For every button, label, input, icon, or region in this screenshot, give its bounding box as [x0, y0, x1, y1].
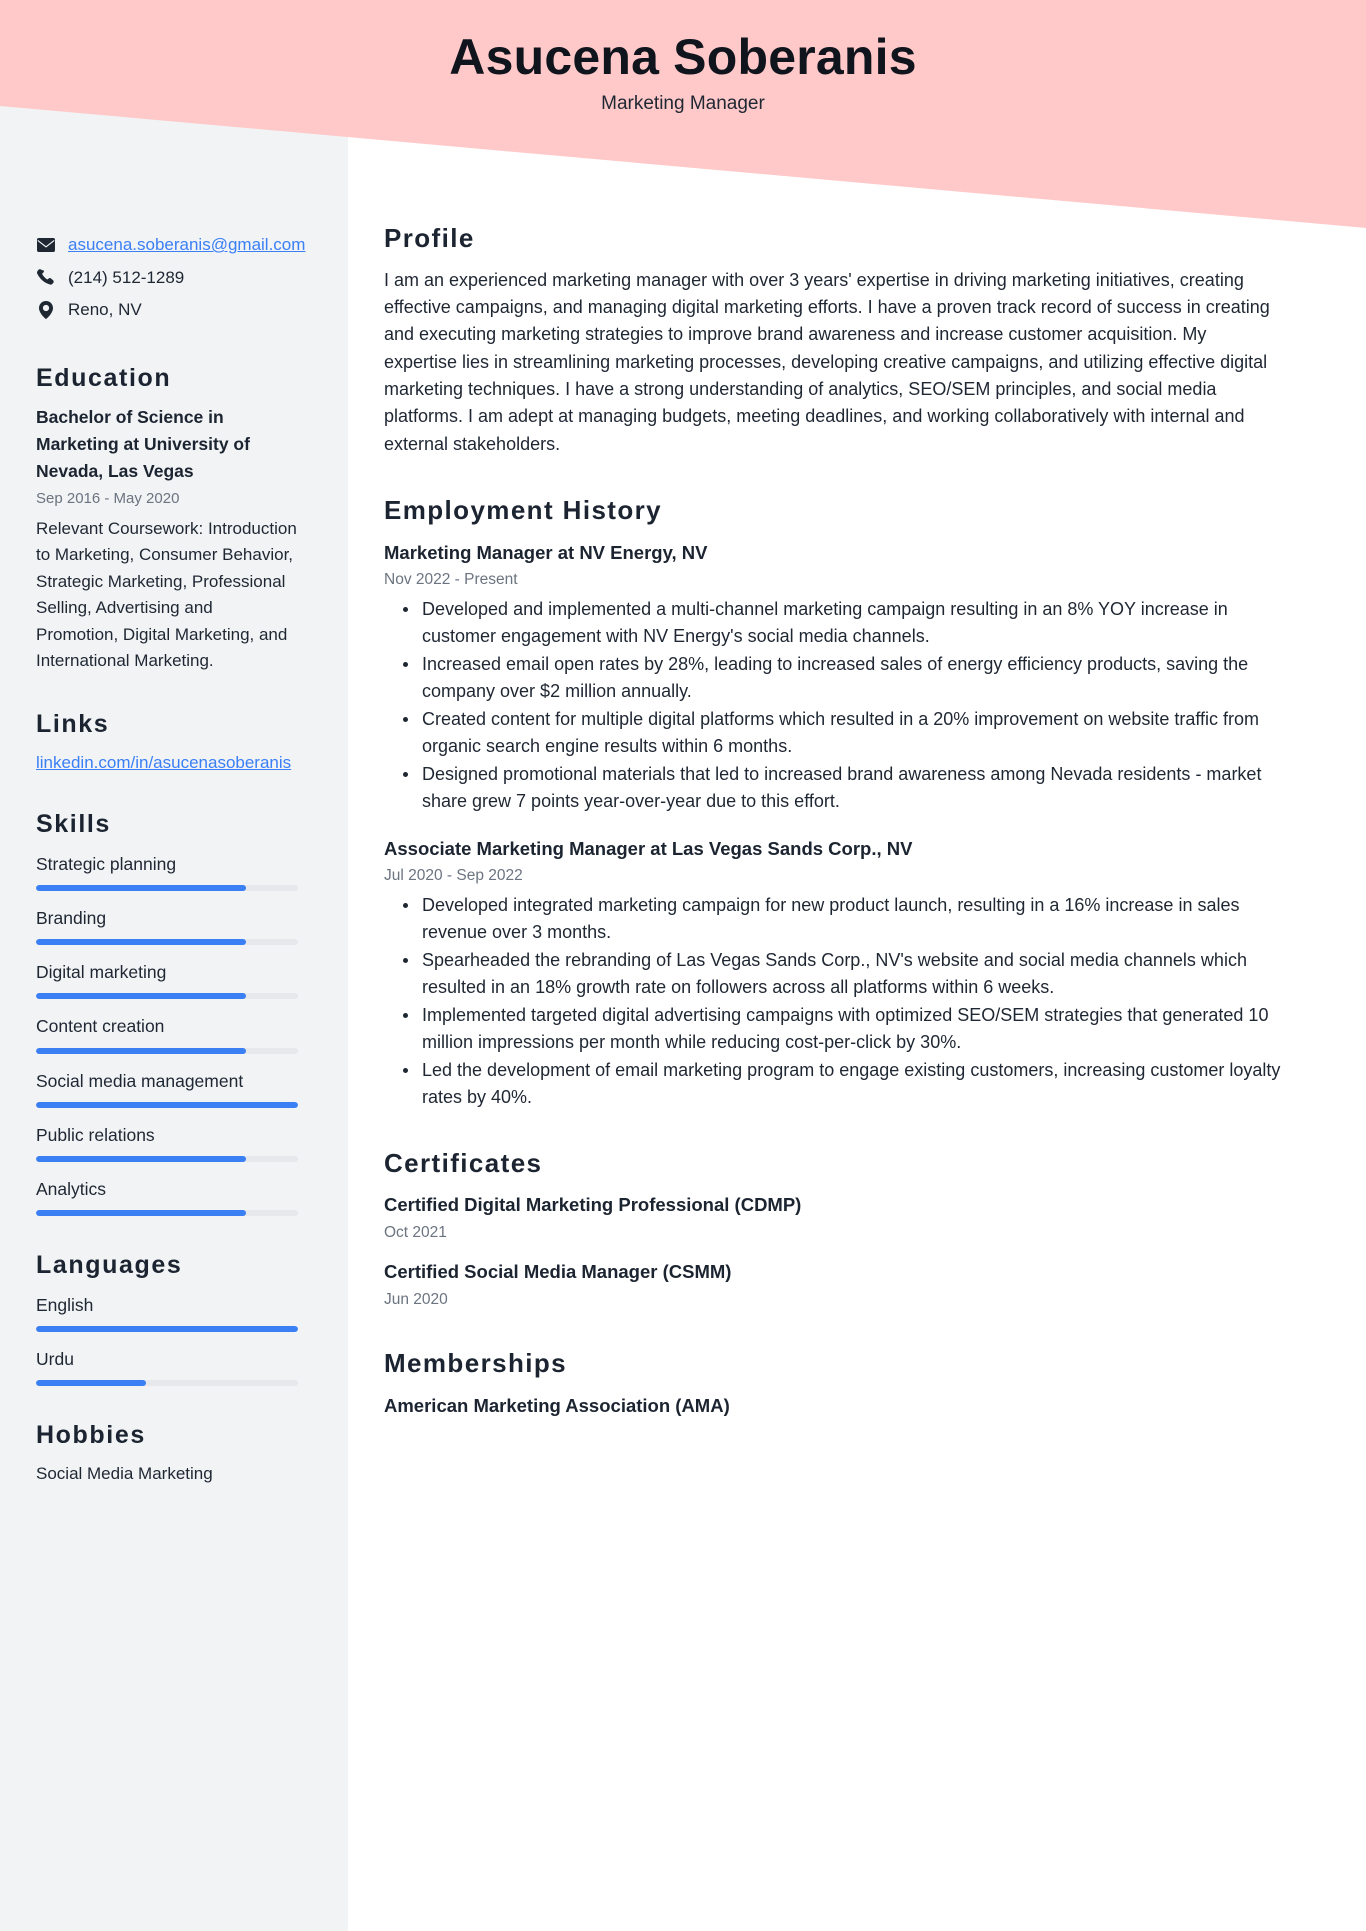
- certificate-name: Certified Social Media Manager (CSMM): [384, 1261, 732, 1283]
- skill-bar-track: [36, 885, 298, 891]
- skill-label: Branding: [36, 907, 107, 928]
- languages-section: [36, 1250, 298, 1386]
- certificates-section: [384, 1147, 1284, 1312]
- education-section: [36, 363, 298, 675]
- language-bar-fill: [36, 1326, 298, 1332]
- hobby-item: Social Media Marketing: [36, 1464, 213, 1484]
- skill-bar-fill: [36, 939, 246, 945]
- membership-name: American Marketing Association (AMA): [384, 1394, 730, 1416]
- language-item: [36, 1346, 298, 1386]
- skill-item: [36, 1068, 298, 1108]
- skill-label: Public relations: [36, 1124, 155, 1145]
- skill-bar-track: [36, 1048, 298, 1054]
- contact-phone-value: (214) 512-1289: [68, 267, 185, 287]
- certificate-item: [384, 1191, 1284, 1244]
- job-bullet: Created content for multiple digital platforms which resulted in a 20% improvement on website traffic from organic search engine results within 6 months.: [420, 706, 1284, 760]
- job-bullet: Developed and implemented a multi-channel marketing campaign resulting in an 8% YOY increase in customer engagement with NV Energy's social media channels.: [420, 596, 1284, 650]
- profile-section: [384, 222, 1284, 458]
- links-section: [36, 709, 298, 776]
- job-dates: Nov 2022 - Present: [384, 571, 518, 589]
- skill-label: Content creation: [36, 1016, 165, 1037]
- job-dates: Jul 2020 - Sep 2022: [384, 867, 523, 885]
- location-pin-icon: [36, 300, 55, 319]
- certificate-date: Oct 2021: [384, 1223, 447, 1241]
- memberships-section: [384, 1347, 1284, 1419]
- skill-bar-track: [36, 1210, 298, 1216]
- job-bullet-list: [384, 596, 1284, 815]
- skills-list: [36, 851, 298, 1217]
- education-description: Relevant Coursework: Introduction to Marketing, Consumer Behavior, Strategic Marketing, Professional Selling, Advertising and Promotion, Digital Marketing, and International Marketing.: [36, 518, 297, 671]
- skill-bar-fill: [36, 1156, 246, 1162]
- language-bar-track: [36, 1326, 298, 1332]
- sidebar-column: [0, 0, 348, 1562]
- languages-list: [36, 1292, 298, 1387]
- language-label: English: [36, 1294, 94, 1315]
- job-title: Marketing Manager at NV Energy, NV: [384, 541, 708, 563]
- skill-bar-fill: [36, 885, 246, 891]
- skill-bar-track: [36, 1102, 298, 1108]
- languages-heading: Languages: [36, 1251, 183, 1280]
- job-bullet: Developed integrated marketing campaign for new product launch, resulting in a 16% increase in sales revenue over 3 months.: [420, 892, 1284, 946]
- contact-row-email[interactable]: [36, 232, 306, 258]
- certificate-name: Certified Digital Marketing Professional (CDMP): [384, 1194, 802, 1216]
- job-title: Associate Marketing Manager at Las Vegas Sands Corp., NV: [384, 837, 913, 859]
- envelope-icon: [36, 235, 55, 254]
- phone-icon: [36, 268, 55, 287]
- skill-bar-fill: [36, 993, 246, 999]
- skill-item: [36, 1176, 298, 1216]
- employment-heading: Employment History: [384, 495, 663, 526]
- contact-location-value: Reno, NV: [68, 300, 142, 319]
- candidate-name: Asucena Soberanis: [449, 29, 917, 85]
- main-column: [348, 0, 1366, 1495]
- skill-bar-track: [36, 939, 298, 945]
- certificate-item: [384, 1258, 1284, 1311]
- job-bullet: Implemented targeted digital advertising campaigns with optimized SEO/SEM strategies that generated 10 million impressions per month while reducing cost-per-click by 30%.: [420, 1002, 1284, 1056]
- job-bullet: Led the development of email marketing program to engage existing customers, increasing customer loyalty rates by 40%.: [420, 1057, 1284, 1111]
- language-bar-fill: [36, 1380, 146, 1386]
- links-heading: Links: [36, 709, 110, 738]
- contact-email-value[interactable]: asucena.soberanis@gmail.com: [68, 235, 306, 254]
- skill-item: [36, 959, 298, 999]
- contact-row-location: [36, 297, 298, 323]
- certificates-heading: Certificates: [384, 1147, 543, 1178]
- skill-item: [36, 905, 298, 945]
- link-item[interactable]: [36, 750, 298, 776]
- employment-section: [384, 494, 1284, 1111]
- contact-row-phone: [36, 265, 298, 291]
- job-bullet: Increased email open rates by 28%, leading to increased sales of energy efficiency products, saving the company over $2 million annually.: [420, 651, 1284, 705]
- certificate-date: Jun 2020: [384, 1290, 448, 1308]
- skill-item: [36, 1122, 298, 1162]
- language-item: [36, 1292, 298, 1332]
- skill-bar-fill: [36, 1210, 246, 1216]
- memberships-heading: Memberships: [384, 1348, 568, 1379]
- skill-bar-track: [36, 1156, 298, 1162]
- profile-text: I am an experienced marketing manager with over 3 years' expertise in driving marketing initiatives, creating effective campaigns, and managing digital marketing efforts. I have a proven track record of success in creating and executing marketing strategies to improve brand awareness and increase customer acquisition. My expertise lies in streamlining marketing processes, developing creative campaigns, and utilizing effective digital marketing techniques. I have a strong understanding of analytics, SEO/SEM principles, and social media platforms. I am adept at managing budgets, meeting deadlines, and working collaboratively with internal and external stakeholders.: [384, 269, 1270, 454]
- skill-bar-fill: [36, 1102, 298, 1108]
- job-bullet: Spearheaded the rebranding of Las Vegas Sands Corp., NV's website and social media channels which resulted in an 18% growth rate on followers across all platforms within 6 weeks.: [420, 947, 1284, 1001]
- skills-heading: Skills: [36, 810, 111, 839]
- skill-item: [36, 851, 298, 891]
- skill-item: [36, 1013, 298, 1053]
- language-bar-track: [36, 1380, 298, 1386]
- skill-label: Digital marketing: [36, 962, 167, 983]
- candidate-job-title: Marketing Manager: [601, 93, 765, 114]
- contact-list: [36, 232, 306, 323]
- skill-label: Analytics: [36, 1179, 107, 1200]
- hobbies-section: [36, 1420, 298, 1488]
- hobbies-heading: Hobbies: [36, 1421, 146, 1450]
- skills-section: [36, 809, 298, 1216]
- education-heading: Education: [36, 363, 172, 392]
- skill-bar-track: [36, 993, 298, 999]
- language-label: Urdu: [36, 1348, 74, 1369]
- profile-heading: Profile: [384, 223, 475, 253]
- linkedin-link[interactable]: linkedin.com/in/asucenasoberanis: [36, 752, 292, 772]
- employment-list: [384, 539, 1284, 1111]
- job-bullet: Designed promotional materials that led to increased brand awareness among Nevada residents - market share grew 7 points year-over-year due to this effort.: [420, 761, 1284, 815]
- skill-label: Social media management: [36, 1070, 244, 1091]
- skill-label: Strategic planning: [36, 853, 177, 874]
- memberships-list: [384, 1392, 1284, 1420]
- certificates-list: [384, 1191, 1284, 1311]
- education-dates: Sep 2016 - May 2020: [36, 490, 180, 508]
- skill-bar-fill: [36, 1048, 246, 1054]
- job-bullet-list: [384, 892, 1284, 1111]
- education-degree: Bachelor of Science in Marketing at University of Nevada, Las Vegas: [36, 406, 250, 481]
